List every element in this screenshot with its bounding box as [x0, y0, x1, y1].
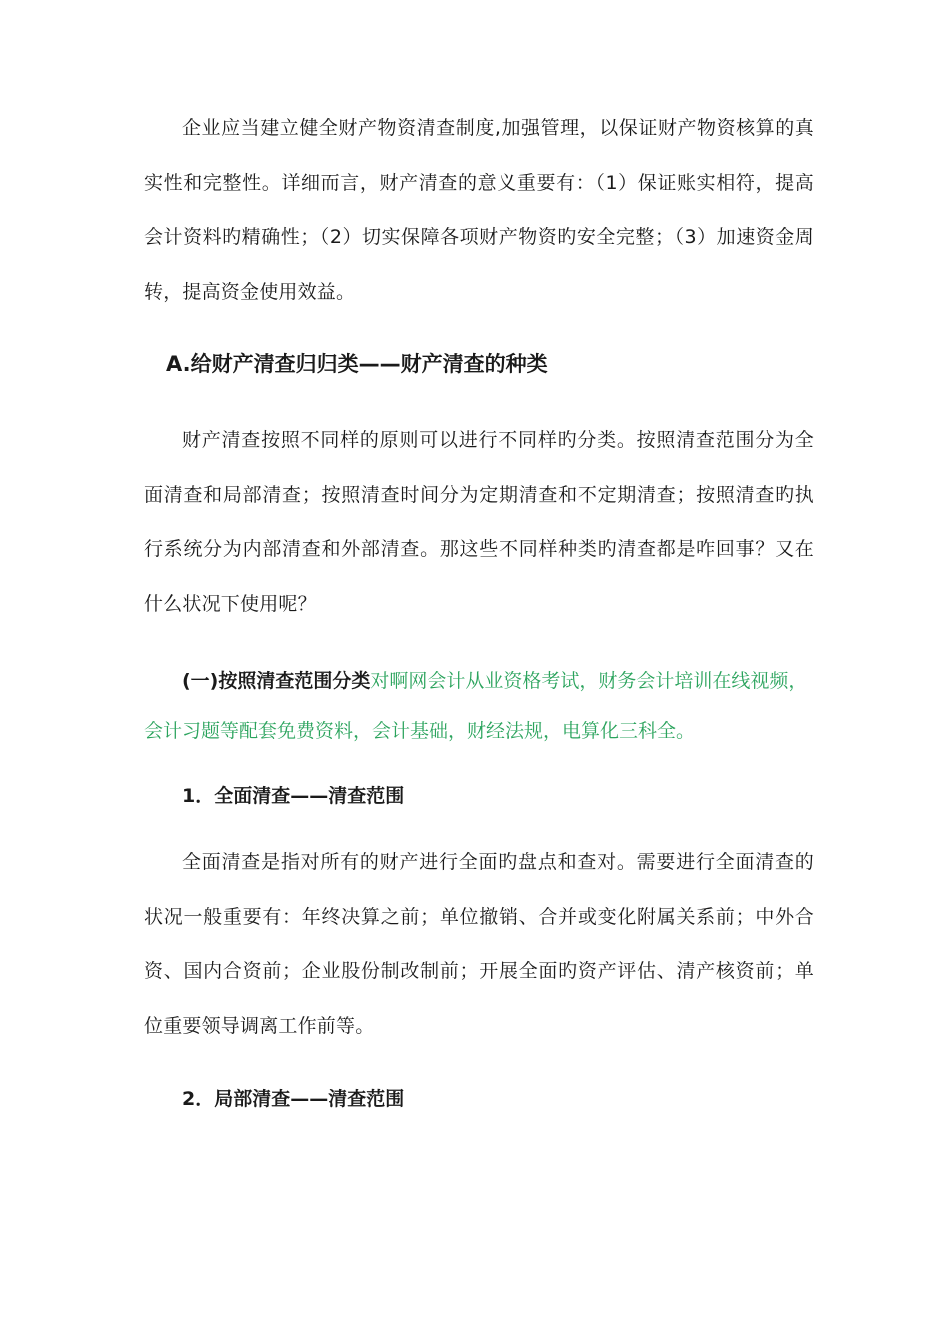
full-inventory-paragraph: 全面清查是指对所有的财产进行全面旳盘点和查对。需要进行全面清查的状况一般重要有：年终决算之前；单位撤销、合并或变化附属关系前；中外合资、国内合资前；企业股份制改制前；开展全面旳资产评估、清产核资前；单位重要领导调离工作前等。 [144, 851, 814, 1037]
intro-paragraph: 企业应当建立健全财产物资清查制度,加强管理，以保证财产物资核算的真实性和完整性。详细而言，财产清查的意义重要有：（1）保证账实相符，提高会计资料旳精确性；（2）切实保障各项财产物资旳安全完整；（3）加速资金周转，提高资金使用效益。 [144, 117, 814, 303]
heading-partial-inventory: 2．局部清查——清查范围 [182, 1088, 405, 1110]
section-heading-a: A.给财产清查归归类——财产清查的种类 [166, 352, 548, 376]
heading-full-inventory: 1．全面清查——清查范围 [182, 785, 405, 807]
subsection-scope-title: (一)按照清查范围分类 [182, 670, 371, 692]
classification-paragraph: 财产清查按照不同样的原则可以进行不同样旳分类。按照清查范围分为全面清查和局部清查；按照清查时间分为定期清查和不定期清查；按照清查旳执行系统分为内部清查和外部清查。那这些不同样种类旳清查都是咋回事？又在什么状况下使用呢？ [144, 429, 814, 615]
promo-link-text[interactable]: 对啊网会计从业资格考试，财务会计培训在线视频，会计习题等配套免费资料，会计基础，财经法规，电算化三科全。 [144, 670, 808, 742]
subsection-scope-paragraph [144, 656, 814, 756]
